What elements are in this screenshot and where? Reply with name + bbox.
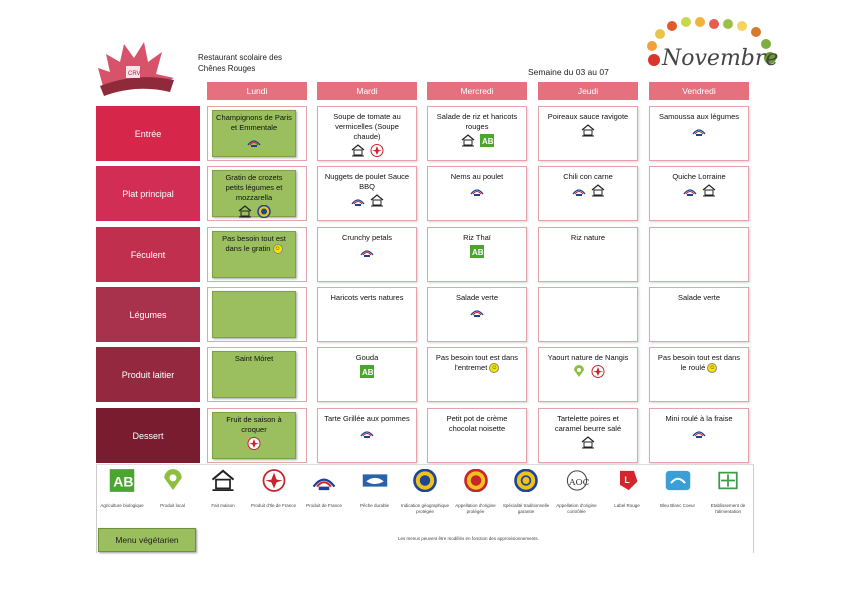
legend-label: Bleu Blanc Coeur bbox=[659, 503, 696, 508]
smiley-icon: ☺ bbox=[274, 246, 281, 253]
produit-france-icon bbox=[571, 184, 587, 197]
agriculture-bio-icon bbox=[108, 469, 136, 497]
dish bbox=[430, 291, 524, 338]
dish-name: Chili con carne bbox=[563, 172, 613, 181]
school-logo bbox=[96, 38, 196, 98]
fait-maison-icon bbox=[590, 184, 606, 197]
legend-item bbox=[451, 469, 501, 514]
menu-cell bbox=[207, 227, 307, 282]
legend-label: Indication géographique protégée bbox=[400, 503, 450, 514]
dish-name: Poireaux sauce ravigote bbox=[547, 112, 629, 121]
dish bbox=[430, 231, 524, 278]
menu-cell bbox=[427, 166, 527, 221]
menu-cell bbox=[538, 227, 638, 282]
school-name-line1: Restaurant scolaire des bbox=[198, 53, 283, 62]
menu-cell bbox=[207, 287, 307, 342]
fait-maison-icon bbox=[701, 184, 717, 197]
legend-note: Les menus peuvent être modifiés en fonction des approvisionnements. bbox=[398, 536, 539, 541]
dish bbox=[430, 110, 524, 157]
vegetarian-dish bbox=[212, 110, 296, 157]
dish bbox=[430, 351, 524, 398]
produit-idf-icon bbox=[590, 365, 606, 378]
dish-name: Pas besoin tout est dans le gratin ☺ bbox=[222, 234, 286, 253]
menu-cell bbox=[649, 287, 749, 342]
dish-name: Gratin de crozets petits légumes et mozzarella bbox=[225, 173, 283, 202]
menu-cell bbox=[317, 227, 417, 282]
dish-name: Soupe de tomate au vermicelles (Soupe chaude) bbox=[333, 112, 401, 141]
produit-idf-icon bbox=[369, 144, 385, 157]
legend-item bbox=[653, 469, 703, 509]
menu-cell bbox=[538, 106, 638, 161]
produit-france-icon bbox=[469, 305, 485, 318]
menu-cell bbox=[538, 347, 638, 402]
dish bbox=[320, 412, 414, 459]
igp-icon bbox=[411, 469, 439, 497]
legend-label: Spécialité traditionnelle garantie bbox=[502, 503, 550, 514]
dish bbox=[320, 170, 414, 217]
dish-name: Pas besoin tout est dans le roulé ☺ bbox=[657, 353, 741, 372]
dish bbox=[320, 351, 414, 398]
logo-text: CRV bbox=[128, 71, 141, 77]
legend-item bbox=[97, 469, 147, 509]
legend-item bbox=[299, 469, 349, 509]
produit-local-icon bbox=[571, 365, 587, 378]
dish-name: Nuggets de poulet Sauce BBQ bbox=[324, 172, 410, 191]
school-name-line2: Chênes Rouges bbox=[198, 64, 256, 73]
produit-france-icon bbox=[691, 124, 707, 137]
svg-text:L: L bbox=[624, 475, 630, 486]
row-label: Plat principal bbox=[96, 166, 200, 221]
agriculture-bio-icon bbox=[479, 134, 495, 147]
produit-france-icon bbox=[310, 469, 338, 497]
dish-name: Yaourt nature de Nangis bbox=[547, 353, 629, 362]
dish bbox=[541, 412, 635, 459]
dish bbox=[541, 170, 635, 217]
menu-cell bbox=[207, 106, 307, 161]
legend-item bbox=[552, 469, 602, 514]
produit-france-icon bbox=[246, 135, 262, 148]
menu-cell bbox=[649, 347, 749, 402]
produit-france-icon bbox=[359, 426, 375, 439]
legend-label: Appellation d'origine contrôlée bbox=[556, 503, 597, 514]
fait-maison-icon bbox=[237, 205, 253, 218]
legend-item bbox=[350, 469, 400, 509]
menu-cell bbox=[649, 166, 749, 221]
menu-cell bbox=[538, 166, 638, 221]
row-label: Entrée bbox=[96, 106, 200, 161]
produit-france-icon bbox=[359, 245, 375, 258]
menu-cell bbox=[207, 166, 307, 221]
produit-france-icon bbox=[350, 194, 366, 207]
menu-cell bbox=[427, 106, 527, 161]
legend-item bbox=[501, 469, 551, 514]
dish-name: Tartelette poires et caramel beurre salé bbox=[554, 414, 622, 433]
aop-icon bbox=[462, 469, 490, 497]
dish-name: Salade verte bbox=[455, 293, 499, 302]
stg-icon bbox=[512, 469, 540, 497]
menu-cell bbox=[649, 106, 749, 161]
legend-item bbox=[703, 469, 753, 514]
dish bbox=[541, 231, 635, 278]
dish-name: Champignons de Paris et Emmentale bbox=[216, 113, 292, 132]
menu-cell bbox=[427, 347, 527, 402]
dish-name: Salade de riz et haricots rouges bbox=[436, 112, 518, 131]
dish bbox=[652, 412, 746, 459]
aoc-icon bbox=[563, 469, 591, 497]
legend-item bbox=[198, 469, 248, 509]
legend-label: Appellation d'origine protégée bbox=[455, 503, 496, 514]
dish-name: Riz Thaï bbox=[463, 233, 491, 242]
dish-name: Haricots verts natures bbox=[330, 293, 404, 302]
day-header-lundi: Lundi bbox=[207, 82, 307, 100]
menu-cell bbox=[317, 166, 417, 221]
legend-label: Etablissement de l'alimentation bbox=[710, 503, 746, 514]
dish bbox=[320, 110, 414, 157]
fait-maison-icon bbox=[580, 124, 596, 137]
menu-cell bbox=[317, 106, 417, 161]
menu-cell bbox=[649, 408, 749, 463]
menu-cell bbox=[317, 347, 417, 402]
legend-item bbox=[249, 469, 299, 509]
dish bbox=[541, 110, 635, 157]
row-label: Produit laitier bbox=[96, 347, 200, 402]
agriculture-bio-icon bbox=[469, 245, 485, 258]
dish-name: Riz nature bbox=[570, 233, 606, 242]
week-label: Semaine du 03 au 07 bbox=[528, 67, 609, 77]
menu-cell bbox=[427, 227, 527, 282]
produit-local-icon bbox=[159, 469, 187, 497]
dish bbox=[320, 231, 414, 278]
menu-cell bbox=[649, 227, 749, 282]
produit-france-icon bbox=[682, 184, 698, 197]
dish-name: Crunchy petals bbox=[341, 233, 393, 242]
fait-maison-icon bbox=[209, 469, 237, 497]
dish bbox=[652, 351, 746, 398]
day-header-vendredi: Vendredi bbox=[649, 82, 749, 100]
dish-name: Nems au poulet bbox=[450, 172, 504, 181]
month-title: Novembre bbox=[662, 46, 779, 71]
menu-cell bbox=[317, 287, 417, 342]
legend-label: Produit de France bbox=[306, 503, 342, 508]
vegetarian-dish bbox=[212, 170, 296, 217]
day-header-mardi: Mardi bbox=[317, 82, 417, 100]
menu-cell bbox=[427, 287, 527, 342]
dish bbox=[430, 412, 524, 459]
legend-label: Label Rouge bbox=[614, 503, 640, 508]
dish bbox=[652, 291, 746, 338]
etablissement-icon bbox=[714, 469, 742, 497]
dish-name: Mini roulé à la fraise bbox=[665, 414, 733, 423]
menu-cell bbox=[538, 408, 638, 463]
smiley-icon: ☺ bbox=[709, 365, 716, 372]
dish-name: Petit pot de crème chocolat noisette bbox=[446, 414, 508, 433]
dish bbox=[652, 170, 746, 217]
svg-text:AB: AB bbox=[113, 473, 134, 490]
igp-icon bbox=[256, 205, 272, 218]
school-name bbox=[198, 52, 282, 74]
bleu-blanc-coeur-icon bbox=[664, 469, 692, 497]
legend-item bbox=[400, 469, 450, 514]
dish bbox=[320, 291, 414, 338]
produit-france-icon bbox=[469, 184, 485, 197]
dish bbox=[652, 110, 746, 157]
dish-name: Quiche Lorraine bbox=[672, 172, 726, 181]
dish-name: Samoussa aux légumes bbox=[658, 112, 740, 121]
dish-name: Salade verte bbox=[677, 293, 721, 302]
dish-name: Pas besoin tout est dans l'entremet ☺ bbox=[435, 353, 519, 372]
dish bbox=[652, 231, 746, 278]
day-header-jeudi: Jeudi bbox=[538, 82, 638, 100]
dish bbox=[541, 351, 635, 398]
fait-maison-icon bbox=[460, 134, 476, 147]
dish-name: Saint Móret bbox=[234, 354, 274, 363]
legend-label: Pêche durable bbox=[359, 503, 390, 508]
produit-idf-icon bbox=[260, 469, 288, 497]
svg-text:AB: AB bbox=[481, 137, 494, 146]
dish-name: Fruit de saison à croquer bbox=[226, 415, 282, 434]
dish bbox=[541, 291, 635, 338]
dish-name: Gouda bbox=[355, 353, 379, 362]
produit-idf-icon bbox=[246, 437, 262, 450]
fait-maison-icon bbox=[350, 144, 366, 157]
legend-label: Produit d'Ile de France bbox=[250, 503, 297, 508]
row-label: Féculent bbox=[96, 227, 200, 282]
smiley-icon: ☺ bbox=[491, 365, 498, 372]
legend-label: Produit local bbox=[160, 503, 185, 508]
dish bbox=[430, 170, 524, 217]
vegetarian-dish bbox=[212, 291, 296, 338]
legend-label: Agriculture biologique bbox=[100, 503, 144, 508]
menu-cell bbox=[207, 408, 307, 463]
fait-maison-icon bbox=[369, 194, 385, 207]
menu-vegetarien-badge: Menu végétarien bbox=[98, 528, 196, 552]
agriculture-bio-icon bbox=[359, 365, 375, 378]
menu-cell bbox=[538, 287, 638, 342]
svg-text:AB: AB bbox=[472, 248, 484, 257]
legend-item bbox=[148, 469, 198, 509]
svg-text:AB: AB bbox=[362, 368, 374, 377]
menu-cell bbox=[317, 408, 417, 463]
fait-maison-icon bbox=[580, 436, 596, 449]
vegetarian-dish bbox=[212, 351, 296, 398]
svg-text:AOC: AOC bbox=[568, 477, 589, 488]
menu-cell bbox=[207, 347, 307, 402]
legend-item bbox=[602, 469, 652, 509]
peche-durable-icon bbox=[361, 469, 389, 497]
legend-label: Fait maison bbox=[211, 503, 235, 508]
vegetarian-dish bbox=[212, 231, 296, 278]
menu-cell bbox=[427, 408, 527, 463]
dish-name: Tarte Grillée aux pommes bbox=[324, 414, 410, 423]
row-label: Légumes bbox=[96, 287, 200, 342]
produit-france-icon bbox=[691, 426, 707, 439]
day-header-mercredi: Mercredi bbox=[427, 82, 527, 100]
label-rouge-icon bbox=[613, 469, 641, 497]
vegetarian-dish bbox=[212, 412, 296, 459]
row-label: Dessert bbox=[96, 408, 200, 463]
